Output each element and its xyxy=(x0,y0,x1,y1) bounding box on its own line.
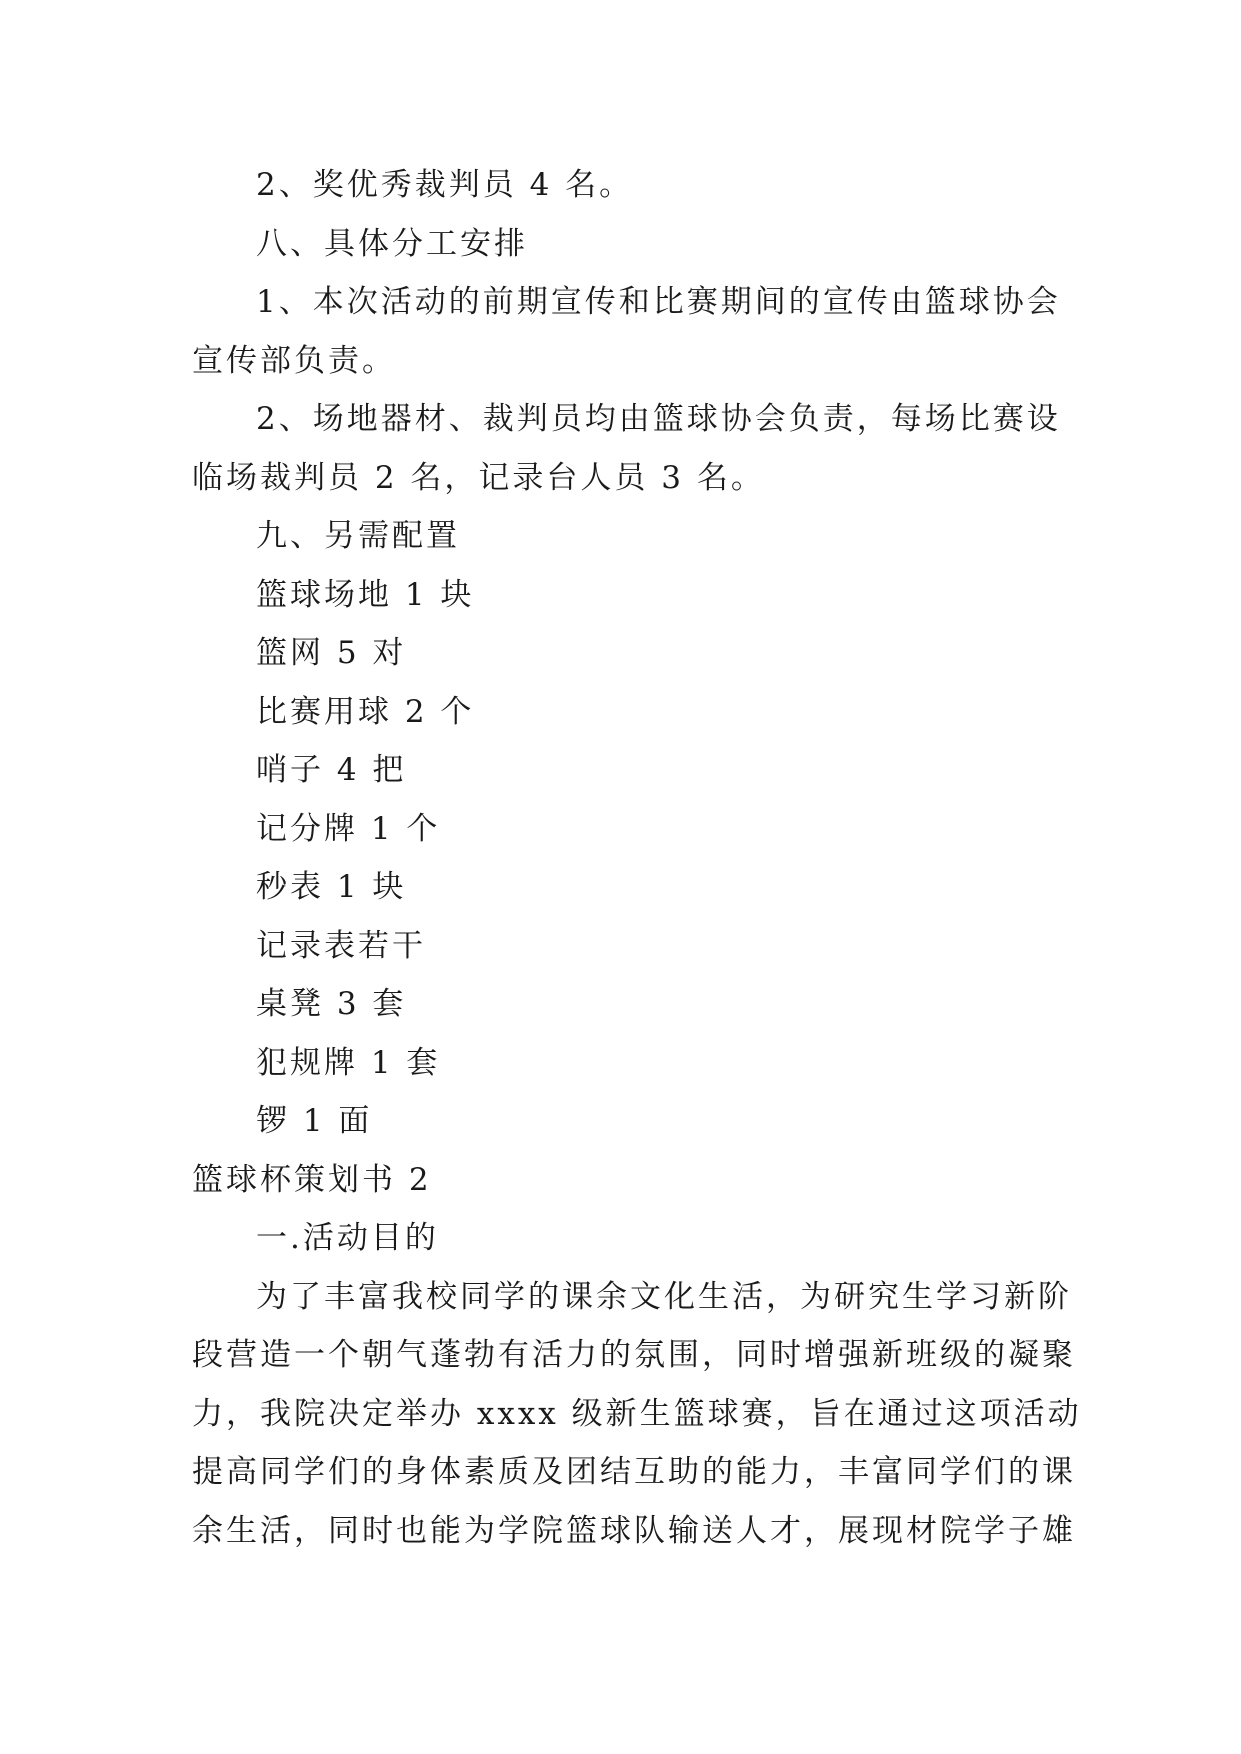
plan-2-title: 篮球杯策划书 2 xyxy=(192,1161,432,1198)
equipment-item: 记分牌 1 个 xyxy=(256,810,441,847)
equipment-item: 桌凳 3 套 xyxy=(256,986,407,1022)
equipment-item: 篮球场地 1 块 xyxy=(256,576,475,613)
award-item-2: 2、奖优秀裁判员 4 名。 xyxy=(256,167,634,203)
paragraph-line: 为了丰富我校同学的课余文化生活，为研究生学习新阶 xyxy=(256,1278,1072,1315)
plan-2-section-1-heading: 一.活动目的 xyxy=(256,1220,439,1256)
document-page xyxy=(192,156,1082,1560)
section-8-item-2-line-2: 临场裁判员 2 名，记录台人员 3 名。 xyxy=(192,459,765,496)
section-8-item-1-line-1: 1、本次活动的前期宣传和比赛期间的宣传由篮球协会 xyxy=(256,284,1061,320)
equipment-item: 锣 1 面 xyxy=(256,1103,373,1139)
section-8-item-2-line-1: 2、场地器材、裁判员均由篮球协会负责，每场比赛设 xyxy=(256,401,1061,437)
paragraph-line: 提高同学们的身体素质及团结互助的能力，丰富同学们的课 xyxy=(192,1454,1076,1490)
section-8-item-1-line-2: 宣传部负责。 xyxy=(192,342,396,379)
paragraph-line: 余生活，同时也能为学院篮球队输送人才，展现材院学子雄 xyxy=(192,1512,1076,1549)
equipment-item: 秒表 1 块 xyxy=(256,869,407,905)
paragraph-line: 段营造一个朝气蓬勃有活力的氛围，同时增强新班级的凝聚 xyxy=(192,1337,1076,1373)
equipment-item: 比赛用球 2 个 xyxy=(256,693,475,730)
equipment-item: 犯规牌 1 套 xyxy=(256,1044,441,1081)
section-8-heading: 八、具体分工安排 xyxy=(256,225,528,262)
paragraph-line: 力，我院决定举办 xxxx 级新生篮球赛，旨在通过这项活动 xyxy=(192,1395,1082,1432)
equipment-item: 哨子 4 把 xyxy=(256,752,407,788)
equipment-item: 篮网 5 对 xyxy=(256,635,407,671)
equipment-item: 记录表若干 xyxy=(256,927,426,964)
section-9-heading: 九、另需配置 xyxy=(256,518,460,554)
